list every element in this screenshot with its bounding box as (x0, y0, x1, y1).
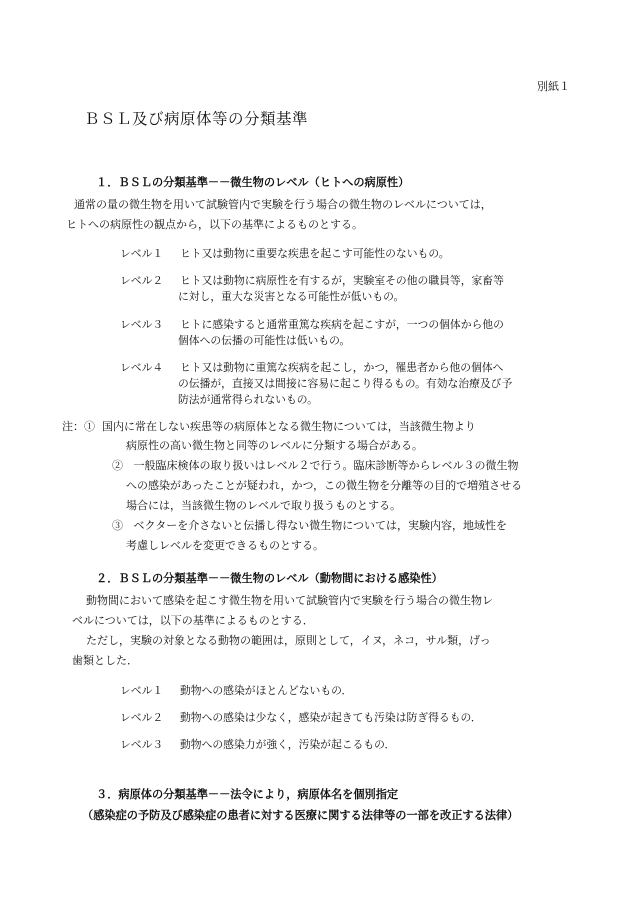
level-text: 動物への感染がほとんどないもの． (180, 684, 353, 697)
section2-level-3 (120, 737, 395, 752)
note-3 (112, 517, 507, 533)
section2-level-2 (120, 710, 482, 725)
section2-paragraph-line: ベルについては，以下の基準によるものとする． (72, 614, 314, 627)
level-label: レベル４ (120, 361, 164, 374)
level-text: ヒトに感染すると通常重篤な疾病を起こすが，一つの個体から他の (180, 318, 504, 331)
section1-level-2 (120, 273, 504, 288)
level-label: レベル３ (120, 318, 164, 331)
note-text: 国内に常在しない疾患等の病原体となる微生物については，当該微生物より (102, 420, 476, 433)
note-text-continued: 場合には，当該微生物のレベルで取り扱うものとする。 (126, 499, 401, 512)
section2-heading: ２．ＢＳＬの分類基準－－微生物のレベル（動物間における感染性） (96, 572, 443, 585)
section1-level-3 (120, 317, 504, 332)
section1-level-1 (120, 246, 450, 261)
note-1 (62, 418, 476, 434)
note-text: 一般臨床検体の取り扱いはレベル２で行う。臨床診断等からレベル３の微生物 (133, 459, 519, 472)
attachment-label: 別紙１ (537, 80, 570, 93)
level-text: ヒト又は動物に重要な疾患を起こす可能性のないもの。 (180, 247, 450, 260)
level-text-continued: の伝播が，直接又は間接に容易に起こり得るもの。有効な治療及び予 (178, 377, 513, 390)
note-text-continued: 考慮しレベルを変更できるものとする。 (126, 539, 324, 552)
level-text: 動物への感染は少なく，感染が起きても汚染は防ぎ得るもの． (180, 711, 482, 724)
level-text-continued: に対し，重大な災害となる可能性が低いもの。 (178, 290, 405, 303)
level-label: レベル１ (120, 247, 164, 260)
note-text-continued: への感染があったことが疑われ，かつ，この微生物を分離等の目的で増殖させる (126, 479, 523, 492)
note-text-continued: 病原性の高い微生物と同等のレベルに分類する場合がある。 (126, 439, 423, 452)
level-text: ヒト又は動物に重篤な疾病を起こし，かつ，罹患者から他の個体へ (180, 361, 504, 374)
section2-paragraph-line: 動物間において感染を起こす微生物を用いて試験管内で実験を行う場合の微生物レ (86, 594, 493, 607)
note-marker: ③ (112, 519, 123, 532)
section1-intro-line: 通常の量の微生物を用いて試験管内で実験を行う場合の微生物のレベルについては， (74, 198, 492, 211)
section3-heading: ３．病原体の分類基準－－法令により，病原体名を個別指定 (96, 788, 399, 801)
section2-paragraph-line: 歯類とした． (72, 654, 138, 667)
level-text-continued: 個体への伝播の可能性は低いもの。 (178, 334, 351, 347)
section1-level-4 (120, 360, 503, 375)
section2-level-1 (120, 683, 352, 698)
section1-intro-line: ヒトへの病原性の観点から，以下の基準によるものとする。 (66, 218, 363, 231)
section3-subheading: （感染症の予防及び感染症の患者に対する医療に関する法律等の一部を改正する法律） (82, 809, 519, 822)
note-marker: ② (112, 459, 123, 472)
notes-prefix: 注： (62, 420, 84, 433)
level-text: ヒト又は動物に病原性を有するが，実験室その他の職員等，家畜等 (180, 274, 504, 287)
note-marker: ① (84, 420, 95, 433)
level-label: レベル２ (120, 274, 164, 287)
note-text: ベクターを介さないと伝播し得ない微生物については，実験内容，地域性を (133, 519, 508, 532)
note-2 (112, 457, 519, 473)
level-label: レベル３ (120, 738, 164, 751)
level-label: レベル１ (120, 684, 164, 697)
page-title: ＢＳＬ及び病原体等の分類基準 (84, 110, 309, 128)
section2-paragraph-line: ただし，実験の対象となる動物の範囲は，原則として，イヌ，ネコ，サル類，げっ (86, 634, 491, 647)
section1-heading: １．ＢＳＬの分類基準－－微生物のレベル（ヒトへの病原性） (96, 176, 410, 189)
level-text: 動物への感染力が強く，汚染が起こるもの． (180, 738, 396, 751)
level-text-continued: 防法が通常得られないもの。 (178, 393, 318, 406)
level-label: レベル２ (120, 711, 164, 724)
